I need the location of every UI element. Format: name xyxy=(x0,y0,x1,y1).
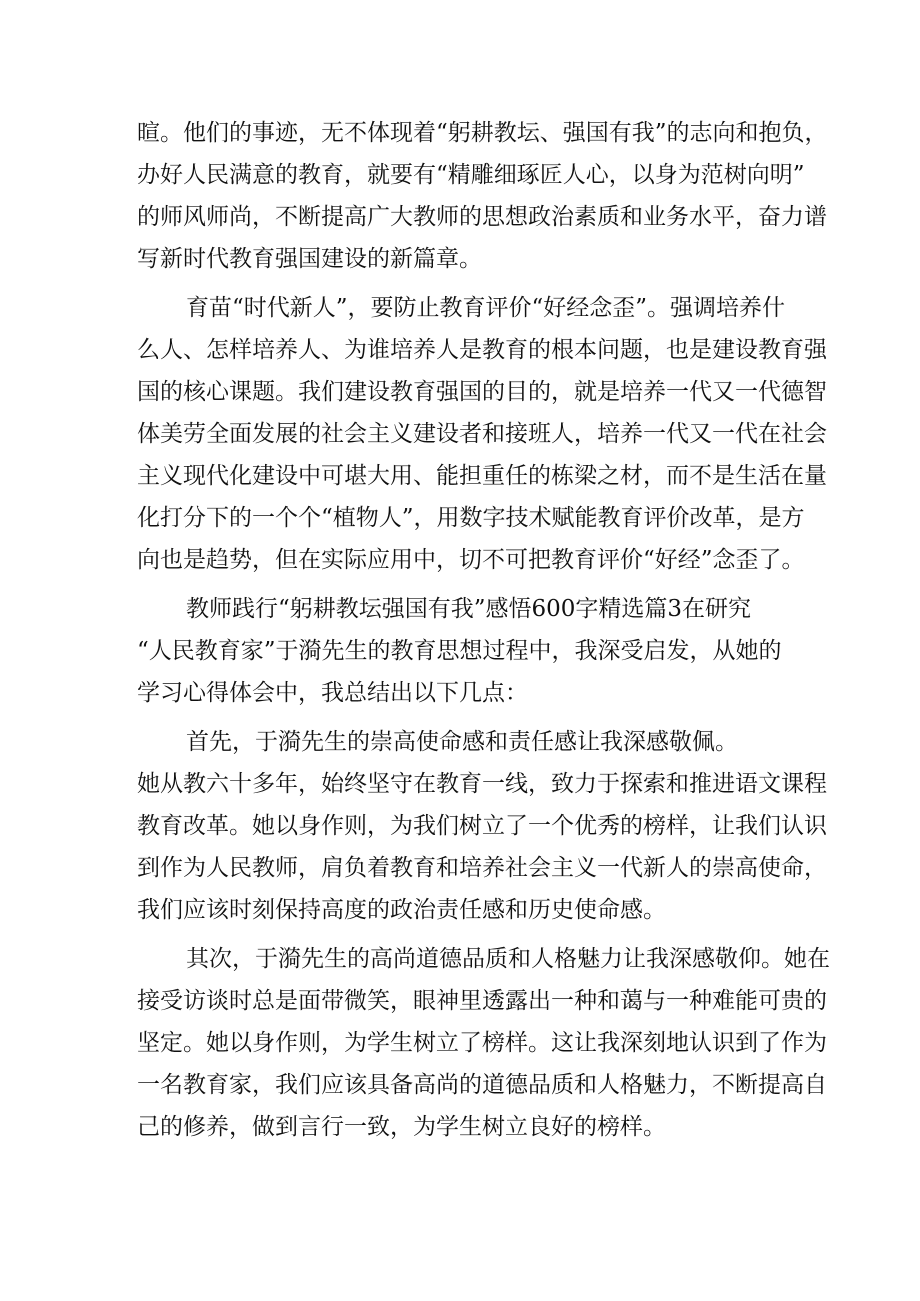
text-line: 己的修养，做到言行一致，为学生树立良好的榜样。 xyxy=(137,1114,666,1140)
text-line: 她从教六十多年，始终坚守在教育一线，致力于探索和推进语文课程 xyxy=(137,771,827,797)
section-heading-line: 教师践行“躬耕教坛强国有我”感悟600字精选篇3在研究 xyxy=(186,596,752,622)
paragraph-start-line: 其次，于漪先生的高尚道德品质和人格魅力让我深感敬仰。她在 xyxy=(186,946,830,972)
text-line: 向也是趋势，但在实际应用中，切不可把教育评价“好经”念歪了。 xyxy=(137,547,805,573)
text-line: 么人、怎样培养人、为谁培养人是教育的根本问题，也是建设教育强 xyxy=(137,337,827,363)
text-line: 暄。他们的事迹，无不体现着“躬耕教坛、强国有我”的志向和抱负， xyxy=(137,120,828,146)
text-line: 主义现代化建设中可堪大用、能担重任的栋梁之材，而不是生活在量 xyxy=(137,463,827,489)
text-line: 我们应该时刻保持高度的政治责任感和历史使命感。 xyxy=(137,897,666,923)
text-line: 教育改革。她以身作则，为我们树立了一个优秀的榜样，让我们认识 xyxy=(137,813,827,839)
text-line: 国的核心课题。我们建设教育强国的目的，就是培养一代又一代德智 xyxy=(137,379,827,405)
text-line: 学习心得体会中，我总结出以下几点： xyxy=(137,680,528,706)
text-line: “人民教育家”于漪先生的教育思想过程中，我深受启发，从她的 xyxy=(137,638,782,664)
paragraph-start-line: 首先，于漪先生的崇高使命感和责任感让我深感敬佩。 xyxy=(186,729,738,755)
text-line: 的师风师尚，不断提高广大教师的思想政治素质和业务水平，奋力谱 xyxy=(137,204,827,230)
text-line: 写新时代教育强国建设的新篇章。 xyxy=(137,246,482,272)
text-line: 一名教育家，我们应该具备高尚的道德品质和人格魅力，不断提高自 xyxy=(137,1072,827,1098)
text-line: 接受访谈时总是面带微笑，眼神里透露出一种和蔼与一种难能可贵的 xyxy=(137,988,827,1014)
text-line: 到作为人民教师，肩负着教育和培养社会主义一代新人的崇高使命， xyxy=(137,855,827,881)
paragraph-start-line: 育苗“时代新人”，要防止教育评价“好经念歪”。强调培养什 xyxy=(186,295,786,321)
text-line: 办好人民满意的教育，就要有“精雕细琢匠人心，以身为范树向明” xyxy=(137,162,805,188)
text-line: 体美劳全面发展的社会主义建设者和接班人，培养一代又一代在社会 xyxy=(137,421,827,447)
text-line: 坚定。她以身作则，为学生树立了榜样。这让我深刻地认识到了作为 xyxy=(137,1030,827,1056)
text-line: 化打分下的一个个“植物人”，用数字技术赋能教育评价改革，是方 xyxy=(137,505,805,531)
